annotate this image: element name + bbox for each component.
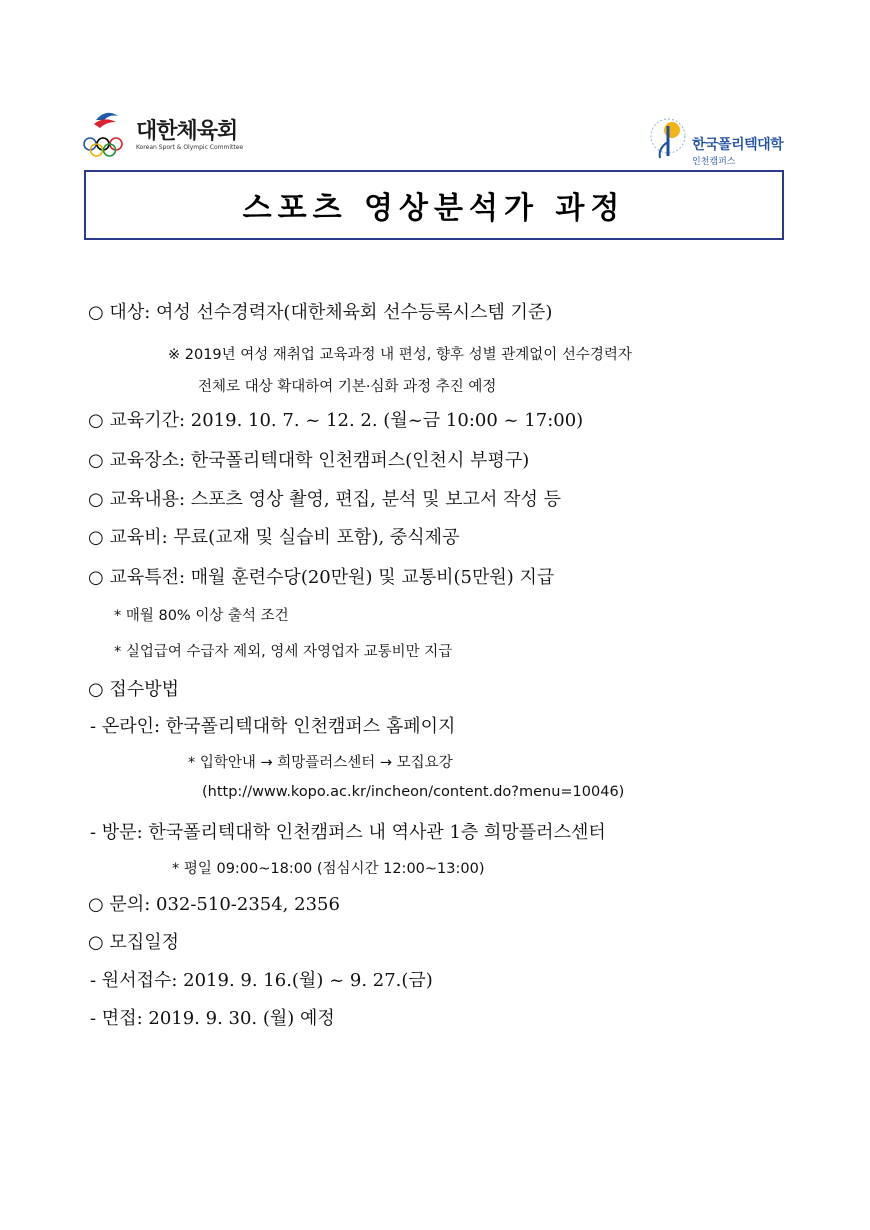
target-note-line1: ※ 2019년 여성 재취업 교육과정 내 편성, 향후 성별 관계없이 선수경력자 [168,347,632,363]
online-apply-note: * 입학안내 → 희망플러스센터 → 모집요강 [188,755,453,771]
content-item: ○ 교육내용: 스포츠 영상 촬영, 편집, 분석 및 보고서 작성 등 [88,489,561,510]
kspo-logo-name: 대한체육회 [136,119,238,144]
online-apply-url: (http://www.kopo.ac.kr/incheon/content.do?menu=10046) [202,784,625,800]
interview-schedule: - 면접: 2019. 9. 30. (월) 예정 [90,1008,335,1029]
kspo-logo [82,106,252,160]
place-item: ○ 교육장소: 한국폴리텍대학 인천캠퍼스(인천시 부평구) [88,450,530,471]
period-item: ○ 교육기간: 2019. 10. 7. ~ 12. 2. (월~금 10:00 ~ 17:00) [88,410,584,431]
inquiry-item: ○ 문의: 032-510-2354, 2356 [88,894,340,915]
olympic-rings-icon [82,106,132,160]
schedule-heading: ○ 모집일정 [88,932,179,953]
receipt-schedule: - 원서접수: 2019. 9. 16.(월) ~ 9. 27.(금) [90,970,433,991]
apply-heading: ○ 접수방법 [88,679,179,700]
target-item: ○ 대상: 여성 선수경력자(대한체육회 선수등록시스템 기준) [88,302,553,323]
benefit-note2: * 실업급여 수급자 제외, 영세 자영업자 교통비만 지급 [114,644,453,660]
benefit-item: ○ 교육특전: 매월 훈련수당(20만원) 및 교통비(5만원) 지급 [88,567,555,588]
visit-apply-note: * 평일 09:00~18:00 (점심시간 12:00~13:00) [172,861,485,877]
visit-apply: - 방문: 한국폴리텍대학 인천캠퍼스 내 역사관 1층 희망플러스센터 [90,822,606,843]
kopo-emblem-icon [648,112,688,164]
online-apply: - 온라인: 한국폴리텍대학 인천캠퍼스 홈페이지 [90,716,456,737]
kopo-logo [648,112,788,168]
kopo-logo-subtitle: 인천캠퍼스 [692,157,736,167]
target-note-line2: 전체로 대상 확대하여 기본·심화 과정 추진 예정 [198,379,497,395]
fee-item: ○ 교육비: 무료(교재 및 실습비 포함), 중식제공 [88,527,460,548]
benefit-note1: * 매월 80% 이상 출석 조건 [114,608,289,624]
title-box [84,170,784,240]
kspo-logo-subtitle: Korean Sport & Olympic Committee [136,144,244,151]
kopo-logo-name: 한국폴리텍대학 [692,137,784,153]
page-title: 스포츠 영상분석가 과정 [242,191,626,226]
